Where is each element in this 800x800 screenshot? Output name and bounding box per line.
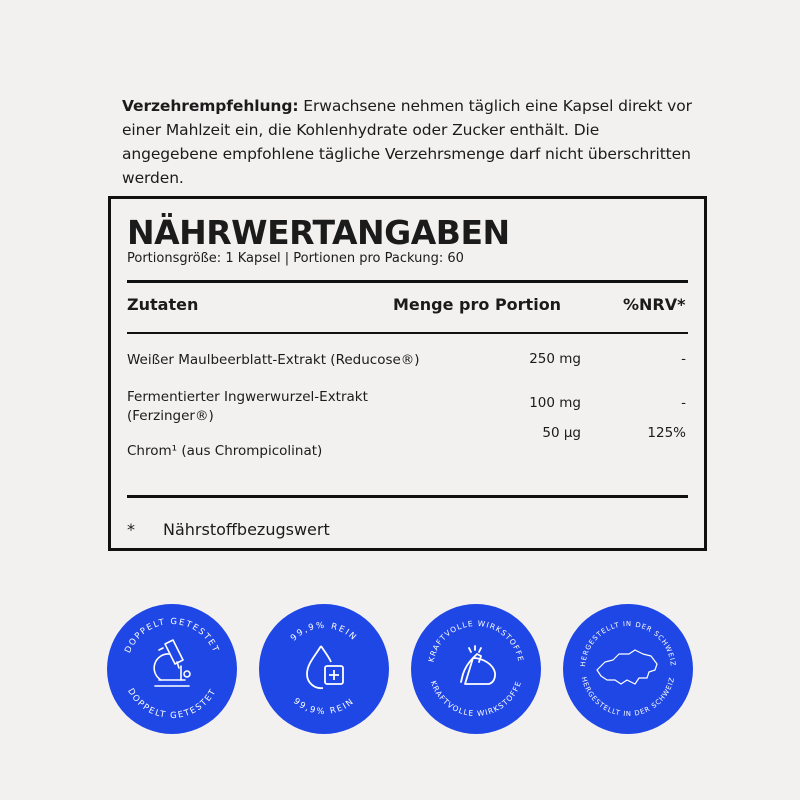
badge-tested [107, 604, 237, 734]
ingredient-name: Fermentierter Ingwerwurzel-Extrakt [127, 389, 368, 405]
badge-text-top: KRAFTVOLLE WIRKSTOFFE [426, 618, 526, 663]
badge-swiss-made [563, 604, 693, 734]
ingredient-nrv: - [681, 351, 686, 367]
serving-info: Portionsgröße: 1 Kapsel | Portionen pro Packung: 60 [127, 251, 464, 266]
usage-text: Erwachsene nehmen täglich eine Kapsel direkt vor einer Mahlzeit ein, die Kohlenhydrate oder Zucker enthält. Die angegebene empfohlene tägliche Verzehrsmenge darf nicht überschritten werden. [122, 97, 692, 187]
nutrition-facts-panel [108, 196, 707, 551]
badge-purity [259, 604, 389, 734]
badge-text-top: 99,9% REIN [288, 620, 360, 644]
usage-label: Verzehrempfehlung: [122, 97, 299, 115]
water-drop-plus-icon [307, 646, 343, 688]
flexed-arm-icon [461, 646, 495, 684]
badge-text-bottom: DOPPELT GETESTET [125, 686, 219, 722]
badge-text-bottom: KRAFTVOLLE WIRKSTOFFE [428, 679, 524, 719]
divider [127, 332, 688, 334]
badge-text-top: HERGESTELLT IN DER SCHWEIZ [578, 619, 677, 668]
footnote-text: Nährstoffbezugswert [163, 520, 330, 539]
ingredient-name: Chrom¹ (aus Chrompicolinat) [127, 443, 323, 459]
ingredient-amount: 100 mg [529, 395, 581, 411]
ingredient-name: Weißer Maulbeerblatt-Extrakt (Reducose®) [127, 352, 420, 368]
badge-text-top: DOPPELT GETESTET [123, 616, 221, 655]
header-ingredients: Zutaten [127, 295, 199, 314]
ingredient-name-cont: (Ferzinger®) [127, 408, 214, 424]
switzerland-map-icon [597, 650, 657, 684]
ingredient-nrv: 125% [647, 425, 686, 441]
divider [127, 280, 688, 283]
panel-title: NÄHRWERTANGABEN [127, 213, 510, 252]
divider [127, 495, 688, 498]
badge-text-bottom: 99,9% REIN [291, 696, 357, 718]
ingredient-nrv: - [681, 395, 686, 411]
footnote-mark: * [127, 520, 135, 539]
ingredient-amount: 250 mg [529, 351, 581, 367]
header-nrv: %NRV* [623, 295, 686, 314]
header-amount: Menge pro Portion [393, 295, 562, 314]
ingredient-amount: 50 µg [542, 425, 581, 441]
badge-text-bottom: HERGESTELLT IN DER SCHWEIZ [579, 675, 677, 719]
badge-potent [411, 604, 541, 734]
usage-recommendation [122, 94, 692, 190]
microscope-icon [154, 640, 190, 686]
